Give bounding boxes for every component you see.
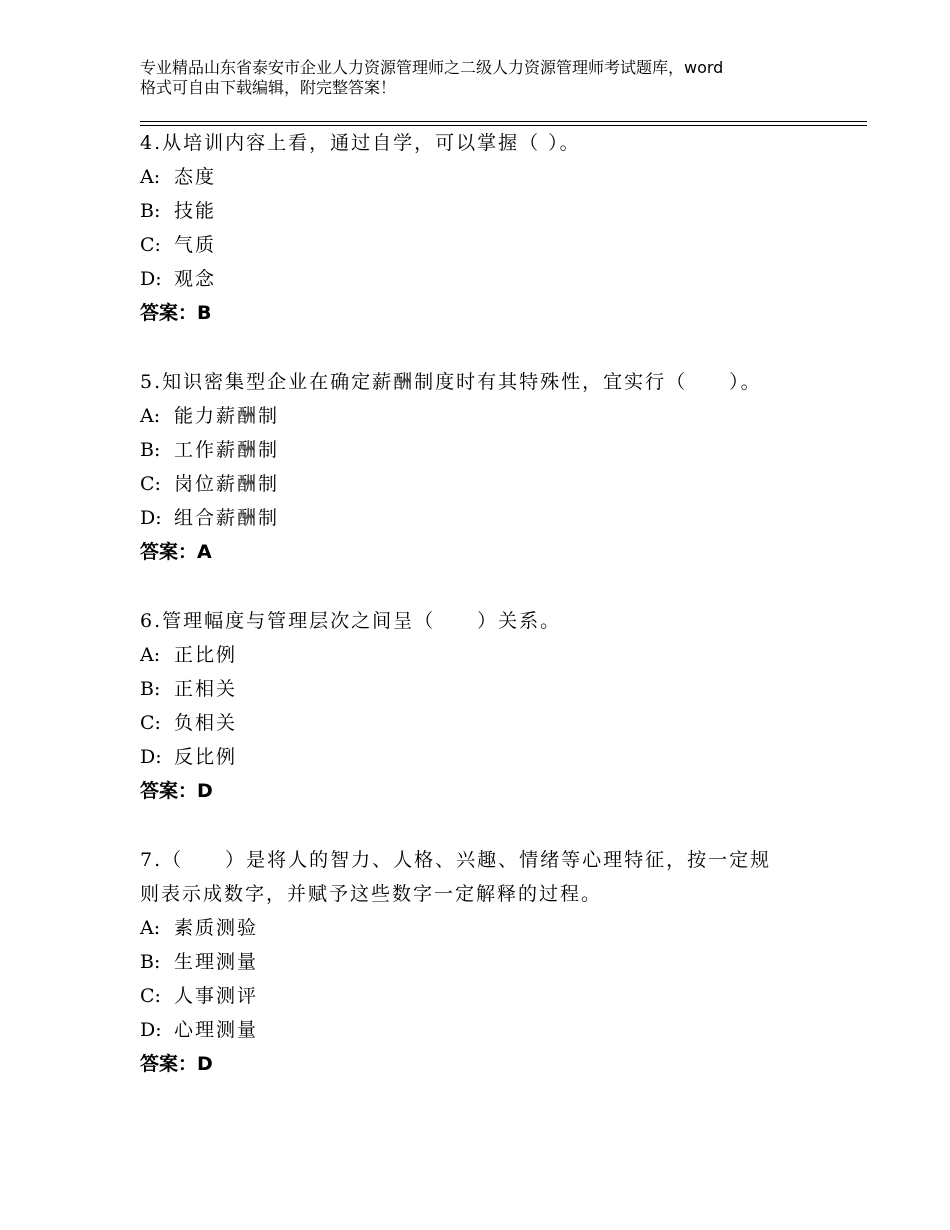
option-text: 岗位薪酬制: [174, 473, 280, 495]
option-c: [140, 979, 860, 1013]
question-4: [140, 126, 860, 330]
option-text: 组合薪酬制: [174, 507, 280, 529]
option-letter: A:: [140, 166, 161, 188]
option-text: 素质测验: [174, 917, 259, 939]
header-line-2: 格式可自由下载编辑，附完整答案！: [140, 78, 397, 97]
question-stem: 4.从培训内容上看，通过自学，可以掌握（ ）。: [140, 132, 581, 154]
answer: 答案：B: [140, 302, 212, 324]
option-c: [140, 706, 860, 740]
option-a: [140, 160, 860, 194]
option-text: 生理测量: [174, 951, 259, 973]
option-text: 心理测量: [174, 1019, 259, 1041]
question-5: [140, 365, 860, 569]
option-d: [140, 740, 860, 774]
option-letter: D:: [140, 1019, 162, 1041]
option-d: [140, 501, 860, 535]
question-7: [140, 843, 860, 1081]
question-stem-continued: 则表示成数字，并赋予这些数字一定解释的过程。: [140, 883, 603, 905]
answer: 答案：D: [140, 1053, 213, 1075]
option-b: [140, 672, 860, 706]
option-b: [140, 433, 860, 467]
option-text: 反比例: [174, 746, 238, 768]
option-text: 技能: [174, 200, 217, 222]
option-d: [140, 1013, 860, 1047]
option-a: [140, 399, 860, 433]
option-c: [140, 467, 860, 501]
option-letter: C:: [140, 473, 161, 495]
option-letter: C:: [140, 985, 161, 1007]
option-text: 态度: [174, 166, 217, 188]
question-stem: 6.管理幅度与管理层次之间呈（ ）关系。: [140, 610, 562, 632]
option-b: [140, 194, 860, 228]
option-text: 正相关: [174, 678, 238, 700]
option-letter: D:: [140, 268, 162, 290]
option-c: [140, 228, 860, 262]
option-text: 人事测评: [174, 985, 259, 1007]
answer: 答案：D: [140, 780, 213, 802]
document-header: [140, 58, 840, 98]
option-letter: A:: [140, 917, 161, 939]
option-letter: B:: [140, 200, 161, 222]
option-text: 负相关: [174, 712, 238, 734]
option-text: 正比例: [174, 644, 238, 666]
header-divider-top: [140, 121, 867, 122]
option-text: 观念: [174, 268, 217, 290]
question-6: [140, 604, 860, 808]
option-b: [140, 945, 860, 979]
answer: 答案：A: [140, 541, 212, 563]
option-letter: B:: [140, 678, 161, 700]
option-a: [140, 638, 860, 672]
option-letter: B:: [140, 951, 161, 973]
option-text: 工作薪酬制: [174, 439, 280, 461]
option-letter: C:: [140, 234, 161, 256]
header-line-1: 专业精品山东省泰安市企业人力资源管理师之二级人力资源管理师考试题库，word: [140, 58, 724, 77]
option-letter: B:: [140, 439, 161, 461]
option-text: 气质: [174, 234, 217, 256]
option-a: [140, 911, 860, 945]
question-stem: 5.知识密集型企业在确定薪酬制度时有其特殊性，宜实行（ ）。: [140, 371, 762, 393]
question-stem: 7.（ ）是将人的智力、人格、兴趣、情绪等心理特征，按一定规: [140, 849, 772, 871]
option-letter: A:: [140, 644, 161, 666]
option-letter: C:: [140, 712, 161, 734]
option-letter: D:: [140, 507, 162, 529]
option-letter: A:: [140, 405, 161, 427]
option-d: [140, 262, 860, 296]
option-letter: D:: [140, 746, 162, 768]
option-text: 能力薪酬制: [174, 405, 280, 427]
